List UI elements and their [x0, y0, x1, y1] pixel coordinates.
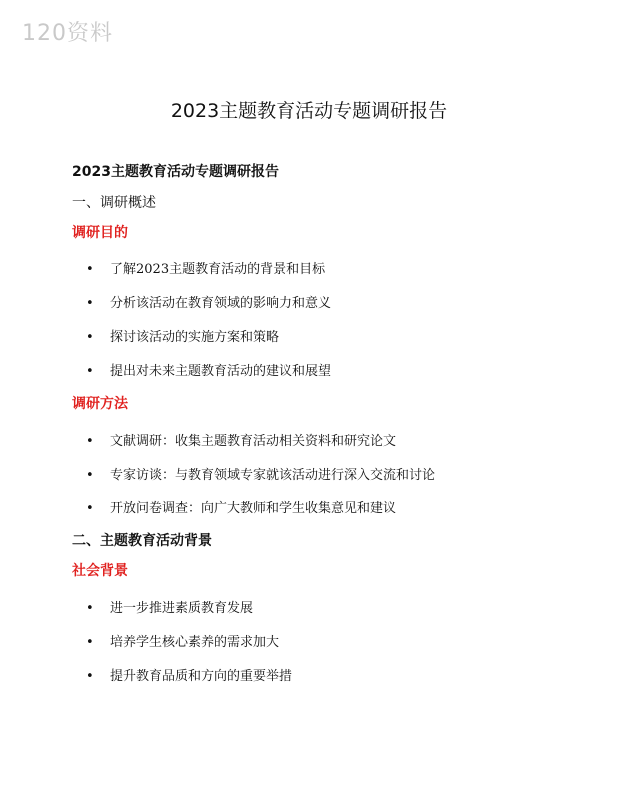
list-item [86, 292, 331, 311]
bullet-icon: • [86, 364, 94, 379]
list-item [86, 258, 325, 277]
report-subtitle: 2023主题教育活动专题调研报告 [72, 164, 279, 180]
list-item-text: 专家访谈：与教育领域专家就该活动进行深入交流和讨论 [110, 468, 436, 483]
bullet-icon: • [86, 262, 94, 277]
bullet-icon: • [86, 635, 94, 650]
list-item [86, 665, 292, 684]
subheading-method: 调研方法 [72, 396, 128, 412]
watermark-logo: 120资料 [22, 21, 113, 46]
section-heading-background: 二、主题教育活动背景 [72, 533, 212, 549]
list-item [86, 430, 396, 449]
list-item-text: 提升教育品质和方向的重要举措 [110, 669, 293, 684]
list-item [86, 597, 253, 616]
bullet-icon: • [86, 296, 94, 311]
bullet-icon: • [86, 434, 94, 449]
section-heading-overview: 一、调研概述 [72, 195, 156, 211]
bullet-icon: • [86, 669, 94, 684]
list-item [86, 464, 435, 483]
list-item [86, 360, 331, 379]
list-item-text: 培养学生核心素养的需求加大 [110, 635, 280, 650]
list-item [86, 631, 279, 650]
list-item [86, 326, 279, 345]
list-item-text: 提出对未来主题教育活动的建议和展望 [110, 364, 332, 379]
list-item-text: 探讨该活动的实施方案和策略 [110, 330, 280, 345]
document-title: 2023主题教育活动专题调研报告 [170, 100, 448, 122]
list-item-text: 文献调研：收集主题教育活动相关资料和研究论文 [110, 434, 397, 449]
bullet-icon: • [86, 330, 94, 345]
bullet-icon: • [86, 468, 94, 483]
subheading-social: 社会背景 [72, 563, 128, 579]
bullet-icon: • [86, 601, 94, 616]
subheading-purpose: 调研目的 [72, 225, 128, 241]
list-item-text: 开放问卷调查：向广大教师和学生收集意见和建议 [110, 501, 397, 516]
bullet-icon: • [86, 501, 94, 516]
list-item-text: 了解2023主题教育活动的背景和目标 [110, 262, 326, 277]
list-item [86, 497, 396, 516]
list-item-text: 分析该活动在教育领域的影响力和意义 [110, 296, 332, 311]
list-item-text: 进一步推进素质教育发展 [110, 601, 254, 616]
